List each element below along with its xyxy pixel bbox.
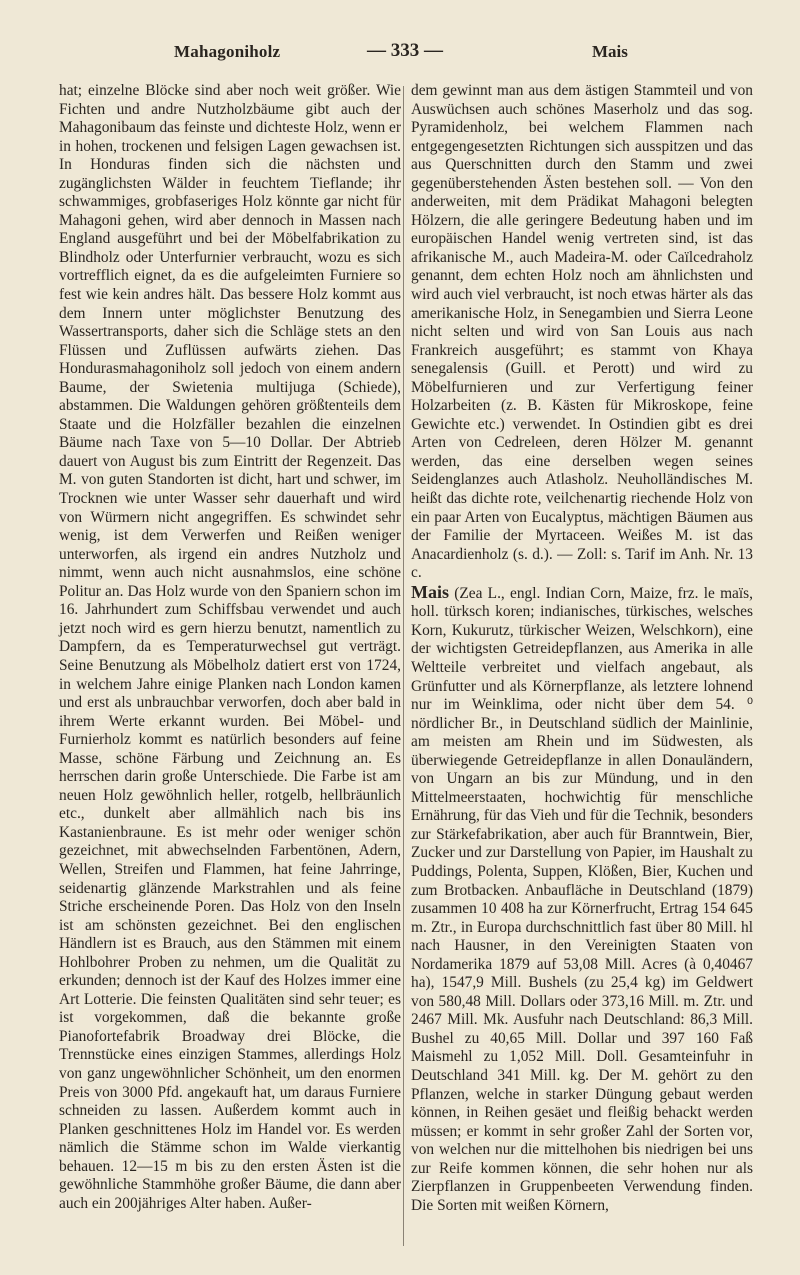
- right-column: [411, 82, 753, 1215]
- right-column-text-continued: dem gewinnt man aus dem ästigen Stammteil und von Auswüchsen auch schönes Maserholz und das sog. Pyramidenholz, bei welchem Flammen nach entgegengesetzten Richtungen sich ausspitzen und das aus Querschnitten durch den Stamm und zwei gegenüberstehenden Ästen bestehen soll. — Von den anderweiten, mit dem Prädikat Mahagoni belegten Hölzern, die alle geringere Bedeutung haben und im europäischen Handel wenig vertreten sind, ist das afrikanische M., auch Madeira-M. oder Caïlcedraholz genannt, dem echten Holz noch am ähnlichsten und wird auch viel verbraucht, ist noch etwas härter als das amerikanische Holz, in Senegambien und Sierra Leone nicht selten und wird von San Louis aus nach Frankreich ausgeführt; es stammt von Khaya senegalensis (Guill. et Perott) und wird zu Möbelfurnieren und zur Verfertigung feiner Holzarbeiten (z. B. Kästen für Mikroskope, feine Gewichte etc.) verwendet. In Ostindien gibt es drei Arten von Cedreleen, deren Hölzer M. genannt werden, das eine derselben wegen seines Seidenglanzes auch Atlasholz. Neuholländisches M. heißt das dichte rote, veilchenartig riechende Holz von ein paar Arten von Eucalyptus, mächtigen Bäumen aus der Familie der Myrtaceen. Weißes M. ist das Anacardienholz (s. d.). — Zoll: s. Tarif im Anh. Nr. 13 c.: [411, 82, 753, 582]
- running-header: [60, 40, 750, 70]
- page-number: — 333 —: [367, 40, 443, 61]
- entry-headword: Mais: [411, 581, 449, 602]
- mais-entry-text: (Zea L., engl. Indian Corn, Maize, frz. le maïs, holl. türksch koren; indianisches, türkisches, welsches Korn, Kukurutz, türkischer Weizen, Welschkorn), eine der wichtigsten Getreidepflanzen, aus Amerika in alle Weltteile verbreitet und vielfach angebaut, als Grünfutter und als Körnerpflanze, als letztere lohnend nur im Weinklima, oder nicht über dem 54. ⁰ nördlicher Br., in Deutschland südlich der Mainlinie, am meisten am Rhein und im Südwesten, als überwiegende Getreidepflanze in allen Donauländern, von Ungarn an bis zur Mündung, und in den Mittelmeerstaaten, hochwichtig für menschliche Ernährung, für das Vieh und für die Technik, besonders zur Stärkefabrikation, aber auch für Branntwein, Bier, Zucker und zur Darstellung von Papier, im Haushalt zu Puddings, Polenta, Suppen, Klößen, Bier, Kuchen und zum Brotbacken. Anbaufläche in Deutschland (1879) zusammen 10 408 ha zur Körnerfrucht, Ertrag 154 645 m. Ztr., in Europa durchschnittlich fast über 80 Mill. hl nach Hausner, in den Vereinigten Staaten von Nordamerika 1879 auf 53,08 Mill. Acres (à 0,40467 ha), 1547,9 Mill. Bushels (zu 25,4 kg) im Geldwert von 580,48 Mill. Dollars oder 373,16 Mill. m. Ztr. und 2467 Mill. Mk. Ausfuhr nach Deutschland: 86,3 Mill. Bushel zu 40,65 Mill. Dollar und 397 160 Faß Maismehl zu 1,052 Mill. Doll. Gesamteinfuhr in Deutschland 341 Mill. kg. Der M. gehört zu den Pflanzen, welche in starker Düngung gebaut werden können, in Reihen gesäet und fleißig behackt werden müssen; er kommt in sehr großer Zahl der Sorten vor, von welchen nur die mittelhohen bis niedrigen bei uns zur Reife kommen können, die sehr hohen nur als Zierpflanzen in Gruppenbeeten Verwendung finden. Die Sorten mit weißen Körnern,: [411, 584, 753, 1214]
- left-column-text: hat; einzelne Blöcke sind aber noch weit größer. Wie Fichten und andre Nutzholzbäume gibt auch der Mahagonibaum das feinste und dichteste Holz, wenn er in hohen, trockenen und felsigen Lagen gewachsen ist. In Honduras finden sich die nächsten und zugänglichsten Wälder in feuchtem Tieflande; ihr schwammiges, grobfaseriges Holz könnte gar nicht für Mahagoni gehen, wird aber dennoch in Massen nach England ausgeführt und bei der Möbelfabrikation zu Blindholz oder Unterfurnier verbraucht, wozu es sich vortrefflich eignet, da es die aufgeleimten Furniere so fest wie kein andres hält. Das bessere Holz kommt aus dem Innern unter möglichster Benutzung des Wassertransports, daher sich die Schläge stets an den Flüssen und Zuflüssen aufwärts ziehen. Das Hondurasmahagoniholz soll jedoch von einem andern Baume, der Swietenia multijuga (Schiede), abstammen. Die Waldungen gehören größtenteils dem Staate und die Holzfäller bezahlen die einzelnen Bäume nach Taxe von 5—10 Dollar. Der Abtrieb dauert von August bis zum Eintritt der Regenzeit. Das M. von guten Standorten ist dicht, hart und schwer, im Trocknen wie unter Wasser sehr dauerhaft und wird von Würmern nicht angegriffen. Es schwindet sehr wenig, ist dem Verwerfen und Reißen weniger unterworfen, als irgend ein andres Nutzholz und nimmt, wenn auch nicht ausnahmslos, eine schöne Politur an. Das Holz wurde von den Spaniern schon im 16. Jahrhundert zum Schiffsbau verwendet und auch jetzt noch wird es gern hierzu benutzt, namentlich zu Dampfern, da es Temperaturwechsel gut verträgt. Seine Benutzung als Möbelholz datiert erst von 1724, in welchem Jahre einige Planken nach London kamen und erst als unbrauchbar verworfen, doch aber bald in ihrem Werte erkannt wurden. Bei Möbel- und Furnierholz kommt es natürlich besonders auf feine Masse, schöne Färbung und Zeichnung an. Es herrschen darin große Unterschiede. Die Farbe ist am neuen Holz gewöhnlich heller, rotgelb, hellbräunlich etc., dunkelt aber allmählich nach bis ins Kastanienbraune. Es ist mehr oder weniger schön gezeichnet, mit abwechselnden Farbentönen, Adern, Wellen, Streifen und Flammen, hat feine Jahrringe, seidenartig glänzende Markstrahlen und als feine Striche erscheinende Poren. Das Holz von den Inseln ist am schönsten gezeichnet. Bei den englischen Händlern ist es Brauch, aus den Stämmen mit einem Hohlbohrer Proben zu nehmen, um die Qualität zu erkunden; dennoch ist der Kauf des Holzes immer eine Art Lotterie. Die feinsten Qualitäten sind sehr teuer; es ist vorgekommen, daß die bekannte große Pianofortefabrik Broadway drei Blöcke, die Trennstücke eines einzigen Stammes, allerdings Holz von ganz ungewöhnlicher Schönheit, um den enormen Preis von 3000 Pfd. angekauft hat, um daraus Furniere schneiden zu lassen. Außerdem kommt auch in Planken geschnittenes Holz im Handel vor. Es werden nämlich die Stämme schon im Walde vierkantig behauen. 12—15 m bis zu den ersten Ästen ist die gewöhnliche Stammhöhe großer Bäume, die dann aber auch ein 200jähriges Alter haben. Außer-: [59, 82, 401, 1212]
- left-column: [59, 82, 401, 1213]
- header-right-keyword: Mais: [592, 42, 628, 61]
- header-left-keyword: Mahagoniholz: [174, 42, 281, 61]
- column-divider: [403, 86, 404, 1246]
- mais-entry: [411, 583, 753, 1216]
